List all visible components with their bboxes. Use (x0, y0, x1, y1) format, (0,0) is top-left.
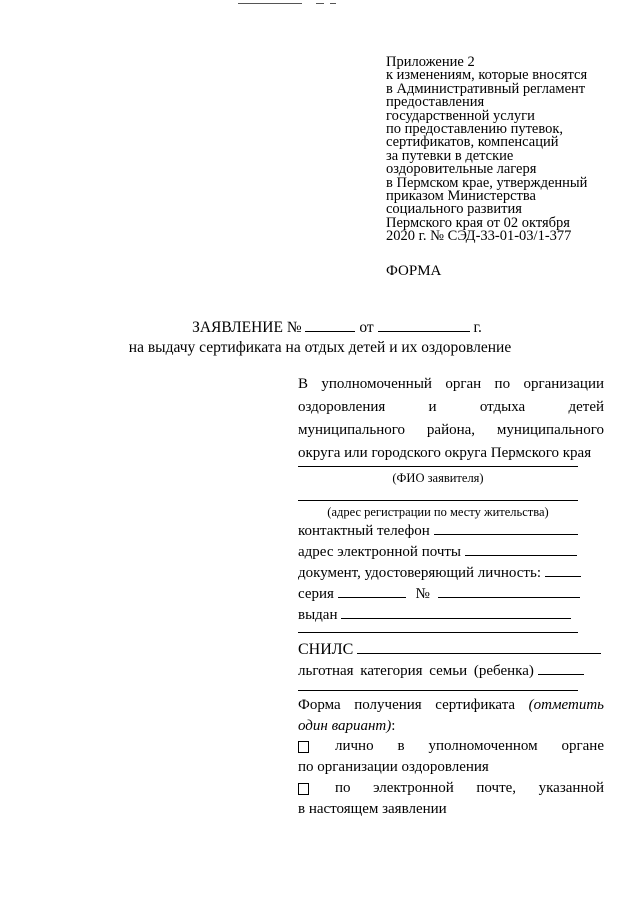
recipient-line: В уполномоченный орган по организации (298, 376, 604, 392)
option-personal-line2: по организации оздоровления (298, 759, 489, 775)
option-personal-line1: лично в уполномоченном органе (335, 738, 604, 754)
phone-label: контактный телефон (298, 523, 430, 539)
appendix-line: по предоставлению путевок, (386, 121, 564, 138)
application-title (0, 318, 640, 337)
form-label: ФОРМА (386, 263, 442, 279)
snils-input-line[interactable] (357, 640, 601, 654)
category-input-line[interactable] (538, 661, 584, 675)
email-input-line[interactable] (465, 542, 577, 556)
appendix-line: предоставления (386, 94, 485, 111)
document-label: документ, удостоверяющий личность: (298, 565, 541, 581)
title-prefix: ЗАЯВЛЕНИЕ № (192, 319, 302, 336)
document-input-line[interactable] (545, 563, 581, 577)
appendix-line: приказом Министерства (386, 188, 536, 205)
series-label: серия (298, 586, 334, 602)
scan-mark (330, 3, 336, 4)
appendix-line: 2020 г. № СЭД-33-01-03/1-377 (386, 228, 572, 245)
document-field (298, 563, 604, 582)
appendix-line: Приложение 2 (386, 54, 475, 70)
title-from: от (359, 319, 374, 336)
application-number-blank[interactable] (305, 318, 355, 332)
appendix-line: за путевки в детские (386, 147, 514, 164)
title-year-suffix: г. (473, 319, 482, 336)
appendix-line: социального развития (386, 201, 522, 218)
recipient-block (298, 373, 604, 465)
address-caption: (адрес регистрации по месту жительства) (327, 505, 549, 519)
fio-caption: (ФИО заявителя) (392, 471, 484, 485)
personal-checkbox[interactable] (298, 741, 309, 753)
issued-field (298, 605, 604, 624)
scan-mark (316, 3, 324, 4)
category-continuation-line[interactable] (298, 690, 578, 691)
appendix-line: в Административный регламент (386, 80, 586, 97)
receipt-line-1 (298, 695, 604, 716)
email-checkbox[interactable] (298, 783, 309, 795)
snils-field (298, 640, 604, 659)
address-input-line[interactable] (298, 500, 578, 501)
receipt-hint-part1: (отметить (528, 697, 604, 713)
scan-mark (238, 3, 302, 4)
number-label: № (415, 586, 430, 602)
appendix-line: оздоровительные лагеря (386, 161, 537, 178)
application-date-blank[interactable] (378, 318, 470, 332)
option-email-line1: по электронной почте, указанной (335, 780, 604, 796)
fio-input-line[interactable] (298, 466, 578, 467)
receipt-hint-part2: один вариант) (298, 718, 392, 734)
option-email-line2: в настоящем заявлении (298, 801, 447, 817)
receipt-method-block (298, 695, 604, 737)
option-personal[interactable] (298, 736, 604, 778)
application-subtitle: на выдачу сертификата на отдых детей и их оздоровление (128, 339, 512, 356)
issued-label: выдан (298, 607, 338, 623)
appendix-line: к изменениям, которые вносятся (386, 67, 588, 84)
receipt-line-2 (298, 716, 604, 737)
email-field (298, 542, 604, 561)
phone-input-line[interactable] (434, 521, 578, 535)
receipt-label: Форма получения сертификата (298, 697, 516, 713)
issued-input-line[interactable] (341, 605, 571, 619)
appendix-line: сертификатов, компенсаций (386, 134, 559, 151)
appendix-line: государственной услуги (386, 107, 535, 124)
recipient-line: округа или городского округа Пермского края (298, 445, 592, 461)
option-email[interactable] (298, 778, 604, 820)
series-number-field (298, 584, 604, 603)
snils-label: СНИЛС (298, 641, 354, 658)
issued-continuation-line[interactable] (298, 632, 578, 633)
appendix-line: Пермского края от 02 октября (386, 214, 570, 231)
appendix-block (386, 56, 626, 244)
receipt-colon: : (391, 718, 396, 734)
category-field (298, 661, 604, 680)
recipient-line: муниципального района, муниципального (298, 422, 604, 438)
appendix-line: в Пермском крае, утвержденный (386, 174, 588, 191)
category-label: льготная категория семьи (ребенка) (298, 663, 534, 679)
series-input-line[interactable] (338, 584, 406, 598)
number-input-line[interactable] (438, 584, 580, 598)
email-label: адрес электронной почты (298, 544, 462, 560)
phone-field (298, 521, 604, 540)
recipient-line: оздоровления и отдыха детей (298, 399, 604, 415)
